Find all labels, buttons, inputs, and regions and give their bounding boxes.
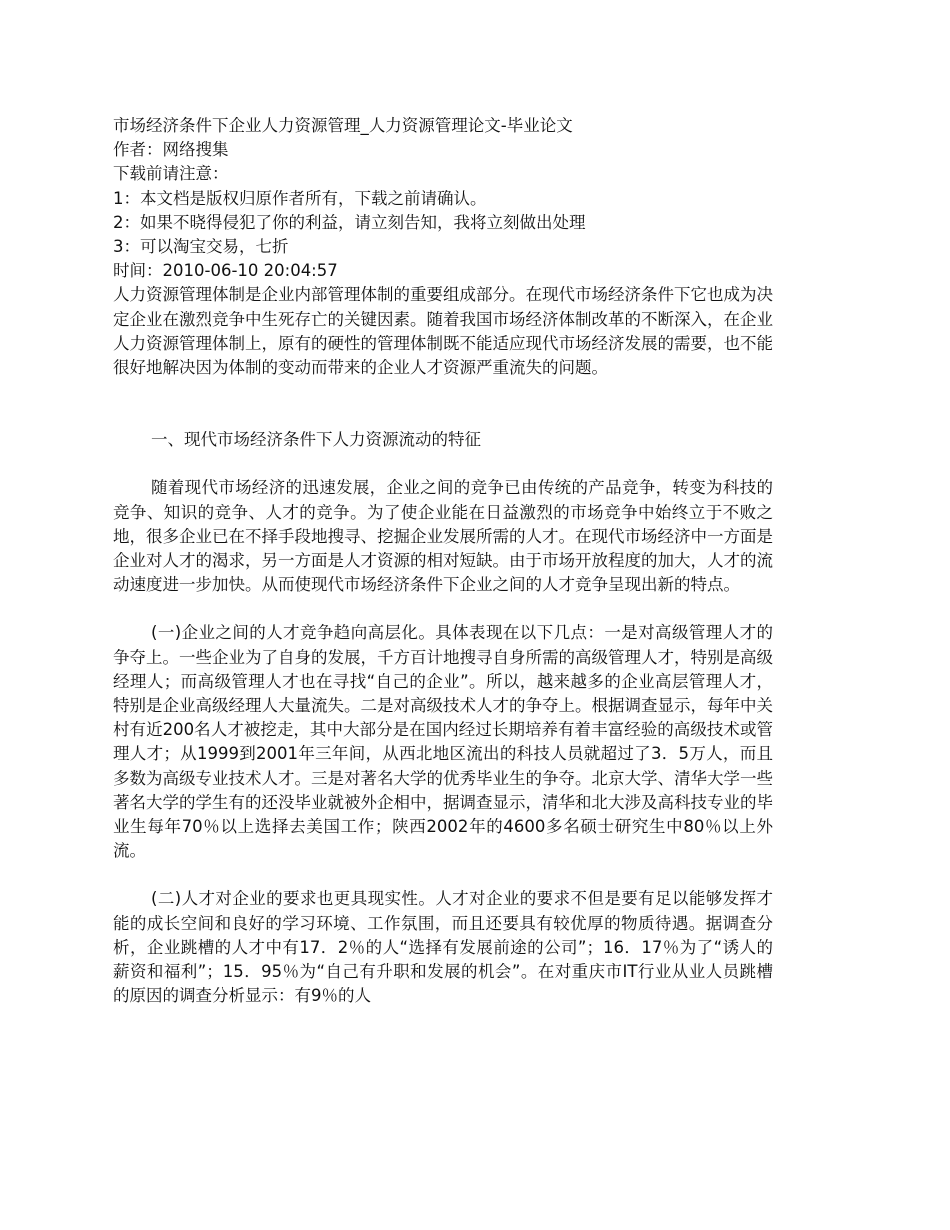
notice-item: 1：本文档是版权归原作者所有，下载之前请确认。: [113, 188, 487, 208]
document-page: [113, 114, 773, 1009]
notice-item: 3：可以淘宝交易，七折: [113, 237, 289, 257]
body-paragraph: (二)人才对企业的要求也更具现实性。人才对企业的要求不但是要有足以能够发挥才能的成长空间和良好的学习环境、工作氛围，而且还要具有较优厚的物质待遇。据调查分析，企业跳槽的人才中有17．2％的人“选择有发展前途的公司”；16．17％为了“诱人的薪资和福利”；15．95％为“自己有升职和发展的机会”。在对重庆市IT行业从业人员跳槽的原因的调查分析显示：有9％的人: [113, 889, 773, 1006]
document-author: 作者：网络搜集: [113, 140, 229, 160]
notice-item: 2：如果不晓得侵犯了你的利益，请立刻告知，我将立刻做出处理: [113, 212, 586, 232]
notice-heading: 下载前请注意：: [113, 164, 229, 184]
intro-paragraph: 人力资源管理体制是企业内部管理体制的重要组成部分。在现代市场经济条件下它也成为决定企业在激烈竞争中生死存亡的关键因素。随着我国市场经济体制改革的不断深入，在企业人力资源管理体制上，原有的硬性的管理体制既不能适应现代市场经济发展的需要，也不能很好地解决因为体制的变动而带来的企业人才资源严重流失的问题。: [113, 285, 773, 378]
document-time: 时间：2010-06-10 20:04:57: [113, 261, 338, 281]
document-title: 市场经济条件下企业人力资源管理_人力资源管理论文-毕业论文: [113, 116, 573, 135]
body-paragraph: (一)企业之间的人才竞争趋向高层化。具体表现在以下几点：一是对高级管理人才的争夺上。一些企业为了自身的发展，千方百计地搜寻自身所需的高级管理人才，特别是高级经理人；而高级管理人才也在寻找“自己的企业”。所以，越来越多的企业高层管理人才，特别是企业高级经理人大量流失。二是对高级技术人才的争夺上。根据调查显示，每年中关村有近200名人才被挖走，其中大部分是在国内经过长期培养有着丰富经验的高级技术或管理人才；从1999到2001年三年间，从西北地区流出的科技人员就超过了3．5万人，而且多数为高级专业技术人才。三是对著名大学的优秀毕业生的争夺。北京大学、清华大学一些著名大学的学生有的还没毕业就被外企相中，据调查显示，清华和北大涉及高科技专业的毕业生每年70％以上选择去美国工作；陕西2002年的4600多名硕士研究生中80％以上外流。: [113, 623, 773, 861]
section-heading: 一、现代市场经济条件下人力资源流动的特征: [151, 430, 481, 450]
body-paragraph: 随着现代市场经济的迅速发展，企业之间的竞争已由传统的产品竞争，转变为科技的竞争、知识的竞争、人才的竞争。为了使企业能在日益激烈的市场竞争中始终立于不败之地，很多企业已在不择手段地搜寻、挖掘企业发展所需的人才。在现代市场经济中一方面是企业对人才的渴求，另一方面是人才资源的相对短缺。由于市场开放程度的加大，人才的流动速度进一步加快。从而使现代市场经济条件下企业之间的人才竞争呈现出新的特点。: [113, 478, 773, 595]
